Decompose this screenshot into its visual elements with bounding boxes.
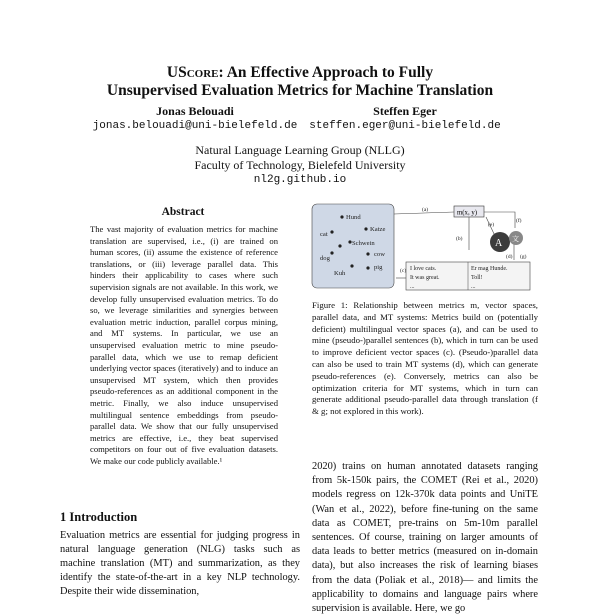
word-pig: pig [374,264,383,271]
mt-glyph-zh: 文 [512,235,519,243]
word-katze: Katze [370,226,386,233]
author-2-name: Steffen Eger [373,104,437,118]
figure-1 [310,198,540,294]
affiliation-faculty: Faculty of Technology, Bielefeld University [194,158,406,172]
word-kuh: Kuh [334,270,346,277]
table-cell: ... [410,284,415,290]
table-cell: It was great. [410,275,440,281]
word-hund: Hund [346,214,361,221]
word-cow: cow [374,251,385,258]
mt-glyph-a: A [495,238,503,249]
edge-label-d: (d) [506,254,513,260]
affiliation-site: nl2g.github.io [253,174,347,186]
table-cell: I love cats. [410,266,437,272]
paper-title-line1: UScore: An Effective Approach to Fully [166,64,434,81]
figure-caption: Figure 1: Relationship between metrics m, vector spaces, parallel data, and MT systems: Metrics build on (potentially deficient) multilingual vector spaces (a), and can be used to mine (pseudo-)parallel sentences (b), which in turn can be used to improve deficient vector spaces (c). (Pseudo-)parallel data can also be used to train MT systems (d), which can generate pseudo-references (e). Conversely, metrics can also be optimization criteria for MT systems, which in turn can generate additional pseudo-parallel data through translation (f & g; not explored in this work). [312,300,538,417]
paper-title-line2: Unsupervised Evaluation Metrics for Machine Translation [106,82,494,99]
table-cell: ... [471,284,476,290]
edge-label-g: (g) [520,254,527,260]
table-cell: Toll! [471,275,483,281]
abstract-text: The vast majority of evaluation metrics for machine translation are supervised, i.e., (i) are trained on human scores, (ii) assume the existence of reference translations, or (iii) leverage parallel data. This hinders their applicability to cases where such supervision signals are not available. In this work, we develop fully unsupervised evaluation metrics. To do so, we leverage similarities and synergies between evaluation metric induction, parallel corpus mining, and MT systems. In particular, we use an unsupervised evaluation metric to mine pseudo-parallel data, which we use to remap deficient underlying vector spaces (iteratively) and to induce an unsupervised MT system, which then provides pseudo-references as an additional component in the metric. Finally, we also induce unsupervised multilingual sentence embeddings from pseudo-parallel data. We show that our fully unsupervised metrics are effective, i.e., they beat supervised competitors on four out of five evaluation datasets. We make our code publicly available.¹ [90,224,278,466]
author-1-name: Jonas Belouadi [156,104,234,118]
table-cell: Er mag Hunde. [471,266,508,272]
word-cat: cat [320,231,328,238]
right-column-text: 2020) trains on human annotated datasets ranging from 5k-150k pairs, the COMET (Rei et al., 2020) models regress on 12k-370k data points and UniTE (Wan et al., 2022), before fine-tuning on the same data as COMET, pre-trains on 5m-10m parallel sentences. Of course, training on larger amounts of data leads to better metrics (measured on in-domain data), but also increases the risk of learning biases from the data (Poliak et al., 2018)— and limits the applicability to domains and language pairs where supervision is available. Here, we go [312,461,538,615]
word-schwein: Schwein [352,240,375,247]
abstract-heading: Abstract [161,206,205,218]
introduction-heading: 1 Introduction [60,510,138,524]
introduction-text: Evaluation metrics are essential for judging progress in natural language generation (NLG) tasks such as machine translation (MT) and summarization, as they identify the state-of-the-art in a key NLP technology. Despite their wide dissemination, [60,530,300,597]
author-2-email: steffen.eger@uni-bielefeld.de [309,120,501,132]
author-1-email: jonas.belouadi@uni-bielefeld.de [92,120,298,132]
edge-label-e: (e) [488,222,495,228]
edge-label-f: (f) [516,218,522,224]
word-dog: dog [320,255,330,262]
edge-label-b: (b) [456,236,463,242]
edge-label-a: (a) [422,207,429,213]
metric-label: m(x, y) [457,209,478,217]
affiliation-group: Natural Language Learning Group (NLLG) [195,143,405,157]
edge-label-c: (c) [400,268,407,274]
